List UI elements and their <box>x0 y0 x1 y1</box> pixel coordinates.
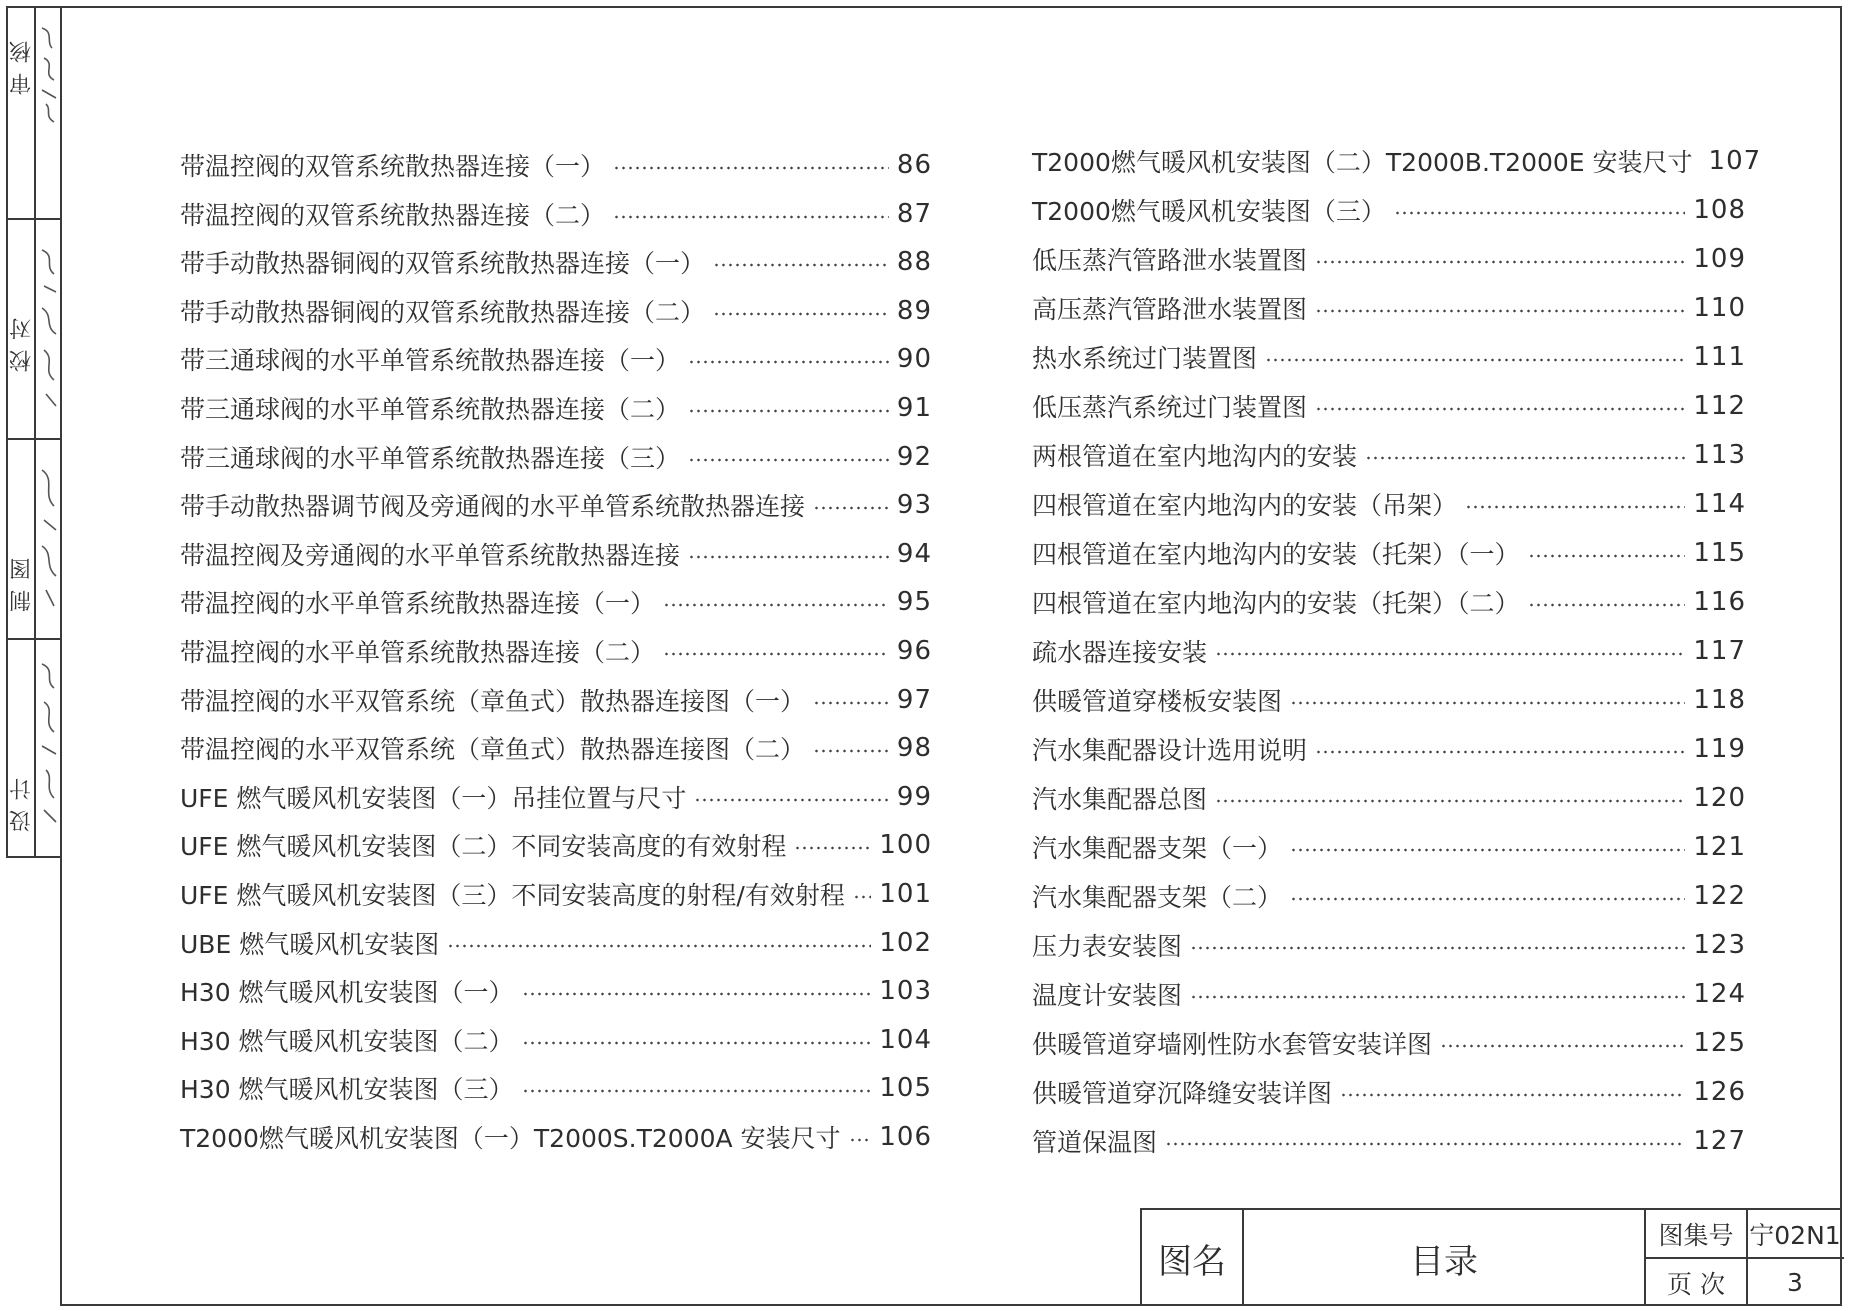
dot-leader <box>1394 211 1685 215</box>
toc-entry-page: 127 <box>1693 1126 1746 1156</box>
dot-leader <box>1290 701 1685 705</box>
dot-leader <box>1315 309 1685 313</box>
toc-entry-title: 低压蒸汽系统过门装置图 <box>1032 393 1308 422</box>
page-number-label: 页 次 <box>1667 1269 1725 1299</box>
toc-entry-title: 四根管道在室内地沟内的安装（托架）（二） <box>1032 589 1520 618</box>
dot-leader <box>1215 799 1685 803</box>
toc-entry <box>1032 828 1746 866</box>
dot-leader <box>1365 456 1685 460</box>
toc-entry-title: H30 燃气暖风机安装图（二） <box>180 1026 514 1056</box>
dot-leader <box>694 798 888 802</box>
toc-entry <box>180 778 932 816</box>
toc-entry-title: T2000燃气暖风机安装图（三） <box>1032 197 1386 226</box>
dot-leader <box>794 846 871 850</box>
toc-entry <box>1032 289 1746 327</box>
drawing-name-value: 目录 <box>1410 1241 1478 1282</box>
toc-entry-title: 疏水器连接安装 <box>1032 638 1208 667</box>
toc-entry-title: 带三通球阀的水平单管系统散热器连接（三） <box>180 443 681 473</box>
toc-entry <box>1032 387 1746 425</box>
review-cell <box>8 8 62 220</box>
dot-leader <box>813 749 889 753</box>
toc-entry-title: 高压蒸汽管路泄水装置图 <box>1032 295 1308 324</box>
title-block <box>1140 1208 1842 1306</box>
toc-entry-page: 103 <box>879 976 932 1007</box>
atlas-number-value: 宁02N1 <box>1749 1220 1841 1250</box>
dot-leader <box>1340 1093 1685 1097</box>
toc-entry-page: 118 <box>1693 685 1746 715</box>
toc-entry-page: 99 <box>896 781 932 812</box>
dot-leader <box>1528 603 1686 607</box>
toc-entry-title: 带温控阀的双管系统散热器连接（二） <box>180 200 606 230</box>
toc-entry-page: 100 <box>879 830 932 861</box>
toc-entry <box>180 729 932 767</box>
toc-entry-page: 89 <box>896 295 932 326</box>
dot-leader <box>1465 505 1685 509</box>
toc-entry <box>180 875 932 913</box>
toc-entry <box>1032 1073 1746 1111</box>
dot-leader <box>1315 407 1685 411</box>
dot-leader <box>1440 1044 1685 1048</box>
toc-entry-page: 124 <box>1693 979 1746 1009</box>
toc-entry-page: 112 <box>1693 391 1746 421</box>
toc-entry <box>180 389 932 427</box>
dot-leader <box>688 409 889 413</box>
toc-entry-title: UFE 燃气暖风机安装图（一）吊挂位置与尺寸 <box>180 783 687 813</box>
dot-leader <box>1290 897 1685 901</box>
toc-entry-title: 四根管道在室内地沟内的安装（托架）（一） <box>1032 540 1520 569</box>
toc-entry-page: 116 <box>1693 587 1746 617</box>
toc-entry <box>180 583 932 621</box>
toc-entry <box>180 243 932 281</box>
toc-entry <box>1032 632 1746 670</box>
toc-entry <box>1032 1122 1746 1160</box>
toc-entry-page: 108 <box>1693 195 1746 225</box>
toc-entry <box>1032 240 1746 278</box>
toc-entry-page: 92 <box>896 441 932 472</box>
toc-entry <box>180 146 932 184</box>
design-label: 设计 <box>9 768 35 832</box>
toc-entry-title: 带温控阀的水平单管系统散热器连接（一） <box>180 589 656 619</box>
toc-entry-page: 88 <box>896 247 932 278</box>
dot-leader <box>713 263 889 267</box>
toc-entry <box>1032 485 1746 523</box>
toc-entry <box>1032 191 1746 229</box>
toc-entry-title: 汽水集配器支架（二） <box>1032 883 1283 912</box>
toc-entry <box>180 1118 932 1156</box>
atlas-number-label: 图集号 <box>1658 1220 1734 1250</box>
toc-entry-page: 117 <box>1693 636 1746 666</box>
toc-entry-page: 97 <box>896 684 932 715</box>
toc-entry-title: 管道保温图 <box>1032 1128 1158 1157</box>
toc-entry-title: H30 燃气暖风机安装图（三） <box>180 1075 514 1105</box>
drafting-cell <box>8 440 62 640</box>
toc-entry-page: 126 <box>1693 1077 1746 1107</box>
toc-entry-page: 95 <box>896 587 932 618</box>
toc-entry-page: 125 <box>1693 1028 1746 1058</box>
dot-leader <box>813 701 889 705</box>
toc-entry-title: 两根管道在室内地沟内的安装 <box>1032 442 1358 471</box>
toc-entry-title: 带温控阀的水平双管系统（章鱼式）散热器连接图（一） <box>180 686 806 716</box>
toc-entry-title: T2000燃气暖风机安装图（二）T2000B.T2000E 安装尺寸 <box>1032 148 1693 177</box>
dot-leader <box>849 1138 872 1142</box>
toc-entry-title: 带温控阀的水平双管系统（章鱼式）散热器连接图（二） <box>180 735 806 765</box>
toc-entry-title: UBE 燃气暖风机安装图 <box>180 929 440 959</box>
toc-entry <box>1032 730 1746 768</box>
toc-entry <box>1032 436 1746 474</box>
toc-entry <box>1032 926 1746 964</box>
toc-entry-page: 105 <box>879 1073 932 1104</box>
page-number-value: 3 <box>1787 1268 1803 1297</box>
dot-leader <box>663 652 889 656</box>
signature-drafting <box>38 450 60 620</box>
toc-entry-page: 91 <box>896 393 932 423</box>
dot-leader <box>1190 995 1685 999</box>
toc-entry-title: 带温控阀的水平单管系统散热器连接（二） <box>180 638 656 667</box>
toc-entry-page: 102 <box>879 927 932 958</box>
toc-entry-page: 104 <box>879 1024 932 1055</box>
toc-entry-title: 带三通球阀的水平单管系统散热器连接（二） <box>180 395 681 424</box>
toc-entry-title: 汽水集配器设计选用说明 <box>1032 736 1308 765</box>
toc-entry-page: 120 <box>1693 783 1746 813</box>
toc-entry-page: 110 <box>1693 293 1746 323</box>
dot-leader <box>853 895 872 899</box>
toc-entry <box>180 195 932 233</box>
dot-leader <box>447 944 871 948</box>
dot-leader <box>1315 260 1685 264</box>
signature-design <box>38 650 60 840</box>
toc-entry-page: 87 <box>896 198 932 229</box>
toc-entry-title: 供暖管道穿墙刚性防水套管安装详图 <box>1032 1030 1433 1059</box>
toc-entry-page: 93 <box>896 490 932 521</box>
signature-review <box>38 18 60 128</box>
toc-entry <box>180 972 932 1010</box>
dot-leader <box>1215 652 1685 656</box>
toc-entry-title: 四根管道在室内地沟内的安装（吊架） <box>1032 491 1458 520</box>
toc-entry <box>180 826 932 864</box>
toc-entry <box>180 1069 932 1107</box>
toc-entry-page: 119 <box>1693 734 1746 764</box>
toc-entry-title: 低压蒸汽管路泄水装置图 <box>1032 246 1308 275</box>
review-label: 审核 <box>9 31 35 95</box>
toc-entry-page: 115 <box>1693 538 1746 568</box>
dot-leader <box>613 215 889 219</box>
signature-sidebar <box>6 6 62 858</box>
toc-entry <box>1032 534 1746 572</box>
dot-leader <box>663 603 889 607</box>
toc-entry-page: 121 <box>1693 832 1746 862</box>
toc-entry-title: 带三通球阀的水平单管系统散热器连接（一） <box>180 346 681 376</box>
design-cell <box>8 640 62 856</box>
toc-entry <box>180 535 932 573</box>
dot-leader <box>688 458 889 462</box>
toc-entry <box>180 486 932 524</box>
dot-leader <box>522 1089 872 1093</box>
dot-leader <box>522 1041 872 1045</box>
toc-entry-title: H30 燃气暖风机安装图（一） <box>180 978 514 1008</box>
toc-entry-title: UFE 燃气暖风机安装图（三）不同安装高度的射程/有效射程 <box>180 881 845 910</box>
toc-entry-page: 106 <box>879 1122 932 1152</box>
toc-entry <box>1032 681 1746 719</box>
toc-entry-page: 96 <box>896 636 932 666</box>
dot-leader <box>688 555 889 559</box>
dot-leader <box>522 992 872 996</box>
toc-entry <box>180 340 932 378</box>
toc-entry-title: UFE 燃气暖风机安装图（二）不同安装高度的有效射程 <box>180 832 787 862</box>
toc-entry <box>1032 1024 1746 1062</box>
dot-leader <box>688 360 889 364</box>
toc-entry-page: 111 <box>1693 342 1746 372</box>
toc-entry-title: 带手动散热器铜阀的双管系统散热器连接（二） <box>180 297 706 327</box>
toc-entry-title: 温度计安装图 <box>1032 981 1183 1010</box>
toc-entry <box>180 438 932 476</box>
toc-entry <box>1032 877 1746 915</box>
drafting-label: 制图 <box>9 548 35 612</box>
toc-entry-title: 压力表安装图 <box>1032 932 1183 961</box>
proofread-cell <box>8 220 62 440</box>
toc-entry <box>1032 975 1746 1013</box>
toc-entry-page: 122 <box>1693 881 1746 911</box>
toc-entry <box>1032 779 1746 817</box>
toc-entry-title: 汽水集配器支架（一） <box>1032 834 1283 863</box>
toc-entry <box>1032 338 1746 376</box>
drawing-name-label: 图名 <box>1158 1241 1226 1282</box>
dot-leader <box>1265 358 1685 362</box>
toc-entry-title: 供暖管道穿沉降缝安装详图 <box>1032 1079 1333 1108</box>
dot-leader <box>1290 848 1685 852</box>
toc-entry-page: 123 <box>1693 930 1746 960</box>
toc-entry-title: T2000燃气暖风机安装图（一）T2000S.T2000A 安装尺寸 <box>180 1124 841 1153</box>
toc-entry-page: 107 <box>1708 146 1762 176</box>
dot-leader <box>1190 946 1685 950</box>
toc-entry <box>180 292 932 330</box>
proofread-label: 校对 <box>9 308 35 372</box>
toc-entry-title: 带手动散热器铜阀的双管系统散热器连接（一） <box>180 249 706 279</box>
toc-entry-page: 90 <box>896 344 932 375</box>
toc-entry-title: 供暖管道穿楼板安装图 <box>1032 687 1283 716</box>
toc-entry <box>180 924 932 962</box>
dot-leader <box>1165 1142 1685 1146</box>
toc-entry-page: 94 <box>896 538 932 569</box>
toc-entry-title: 带温控阀的双管系统散热器连接（一） <box>180 152 606 181</box>
toc-entry <box>1032 583 1746 621</box>
dot-leader <box>1315 750 1685 754</box>
toc-entry-title: 汽水集配器总图 <box>1032 785 1208 814</box>
toc-entry <box>180 632 932 670</box>
toc-entry <box>180 1021 932 1059</box>
signature-proofread <box>38 230 60 420</box>
toc-entry <box>1032 142 1762 180</box>
toc-entry-title: 热水系统过门装置图 <box>1032 344 1258 373</box>
toc-entry <box>180 681 932 719</box>
toc-entry-page: 86 <box>896 150 932 180</box>
toc-entry-page: 114 <box>1693 489 1746 519</box>
toc-entry-page: 113 <box>1693 440 1746 470</box>
toc-entry-page: 98 <box>896 733 932 764</box>
toc-entry-title: 带手动散热器调节阀及旁通阀的水平单管系统散热器连接 <box>180 492 806 522</box>
dot-leader <box>1528 554 1686 558</box>
dot-leader <box>813 506 889 510</box>
toc-entry-page: 101 <box>879 879 932 909</box>
dot-leader <box>613 166 889 170</box>
dot-leader <box>713 312 889 316</box>
toc-entry-page: 109 <box>1693 244 1746 274</box>
toc-entry-title: 带温控阀及旁通阀的水平单管系统散热器连接 <box>180 540 681 570</box>
